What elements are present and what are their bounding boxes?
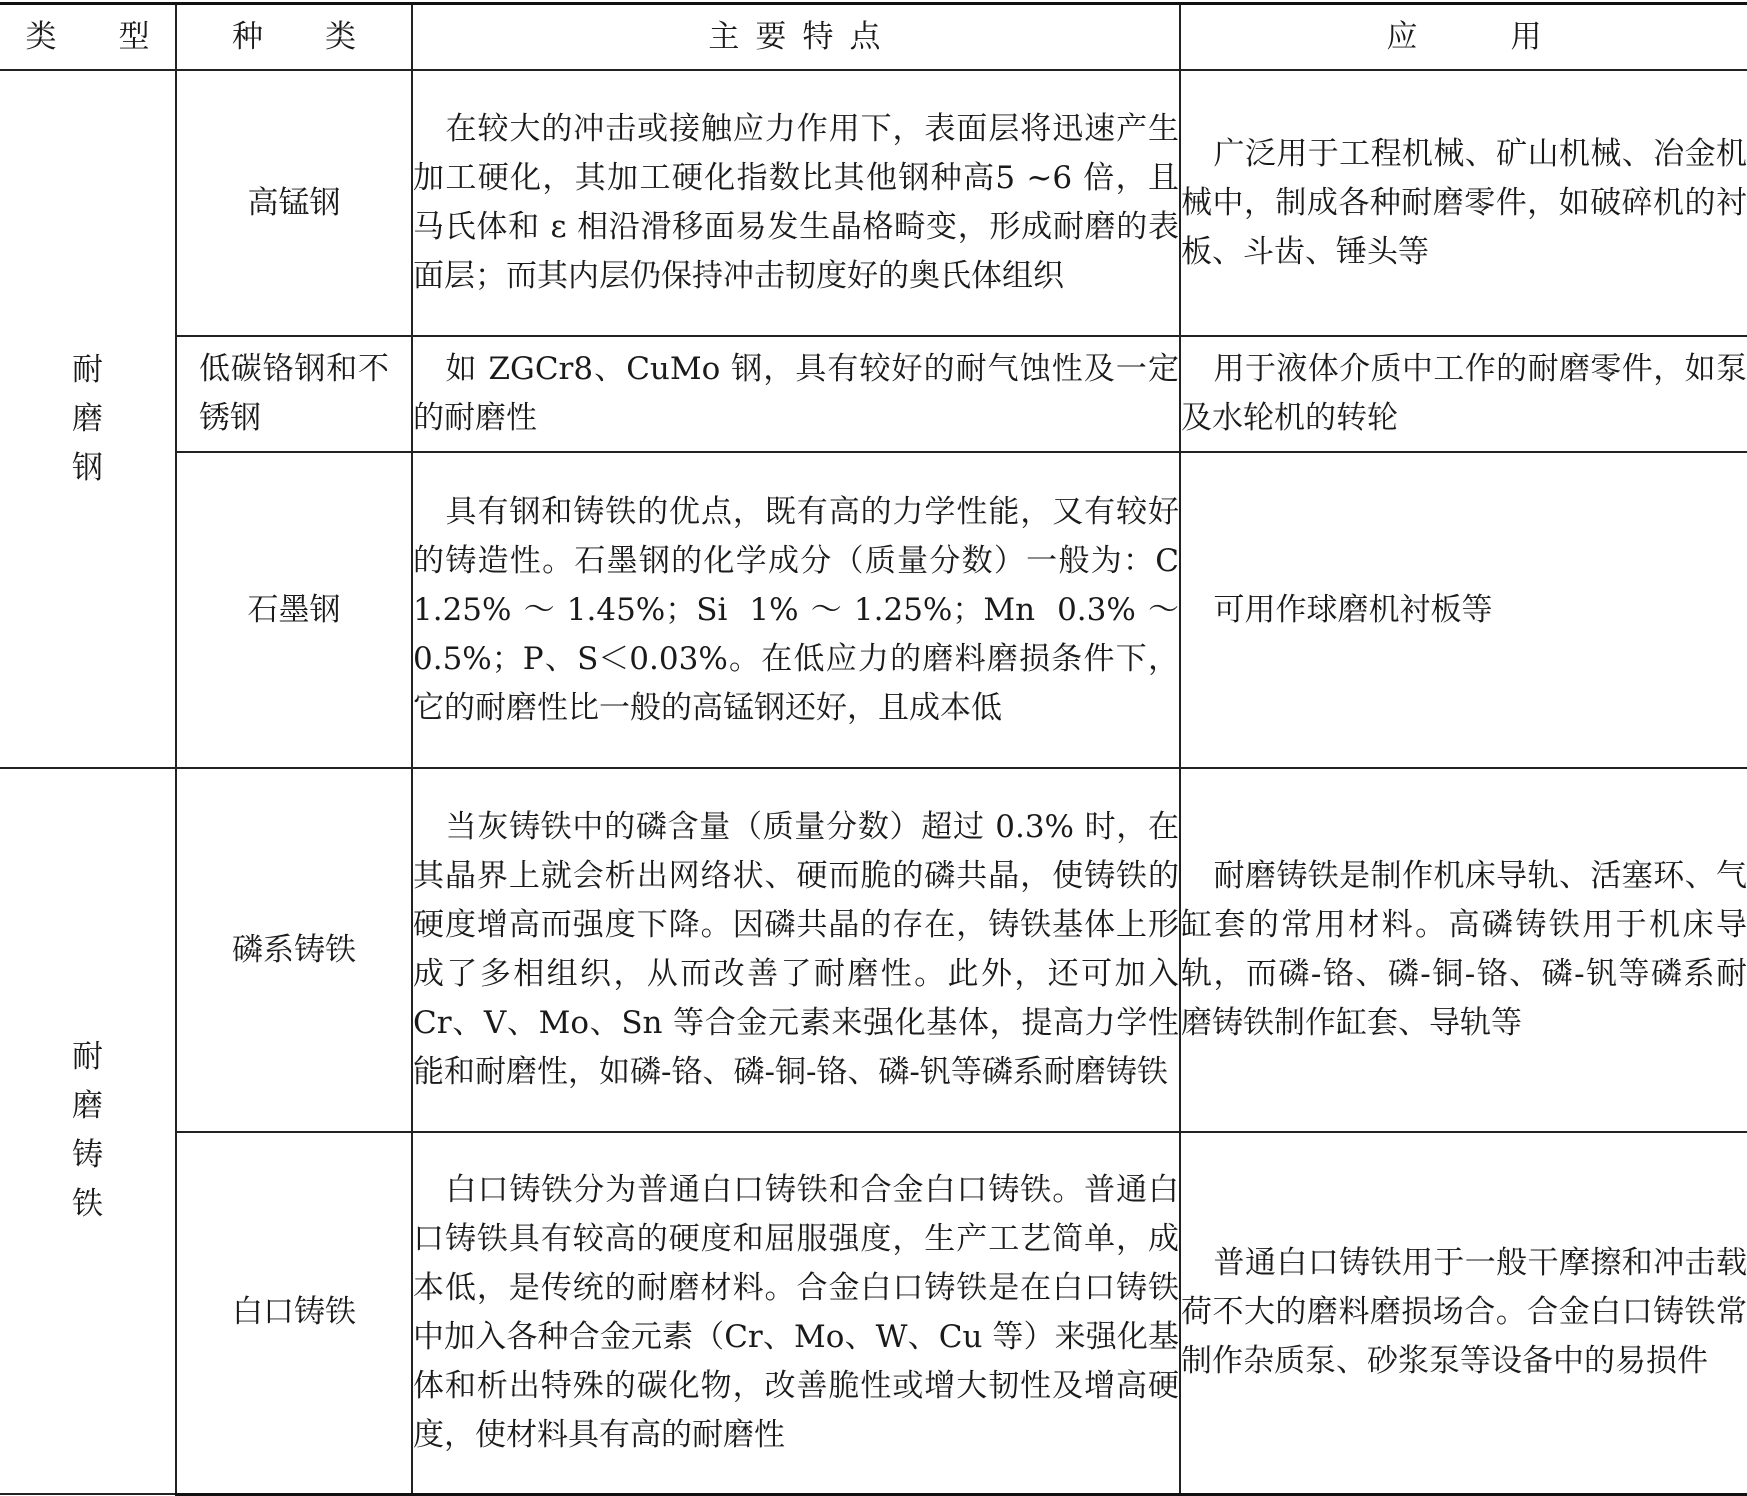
feature-text: 在较大的冲击或接触应力作用下，表面层将迅速产生加工硬化，其加工硬化指数比其他钢种高5 ~6 倍，且马氏体和 ε 相沿滑移面易发生晶格畸变，形成耐磨的表面层；而其内层仍保持冲击韧度好的奥氏体组织 [413,111,1179,294]
feature-cell [412,768,1180,1132]
kind-cell [176,70,412,336]
kind-label: 磷系铸铁 [232,931,356,968]
feature-cell [412,1132,1180,1494]
wear-resistant-materials-table [0,2,1747,1496]
application-text: 普通白口铸铁用于一般干摩擦和冲击载荷不大的磨料磨损场合。合金白口铸铁常制作杂质泵、砂浆泵等设备中的易损件 [1181,1245,1747,1380]
feature-text: 白口铸铁分为普通白口铸铁和合金白口铸铁。普通白口铸铁具有较高的硬度和屈服强度，生产工艺简单，成本低，是传统的耐磨材料。合金白口铸铁是在白口铸铁中加入各种合金元素（Cr、Mo、W、Cu 等）来强化基体和析出特殊的碳化物，改善脆性或增大韧性及增高硬度，使材料具有高的耐磨性 [413,1171,1179,1453]
feature-cell [412,336,1180,452]
type-cell [0,768,176,1494]
application-cell [1180,768,1747,1132]
table-row [0,70,1747,336]
kind-cell [176,336,412,452]
header-features: 主 要 特 点 [412,4,1180,71]
table-row [0,768,1747,1132]
kind-label: 低碳铬钢和不锈钢 [199,351,389,436]
type-label: 耐磨钢 [71,351,103,486]
feature-text: 具有钢和铸铁的优点，既有高的力学性能，又有较好的铸造性。石墨钢的化学成分（质量分数）一般为：C 1.25%～1.45%；Si 1%～1.25%；Mn 0.3%～0.5%；P、S＜0.03%。在低应力的磨料磨损条件下，它的耐磨性比一般的高锰钢还好，且成本低 [413,493,1179,726]
application-text: 可用作球磨机衬板等 [1213,591,1493,628]
feature-text: 当灰铸铁中的磷含量（质量分数）超过 0.3% 时，在其晶界上就会析出网络状、硬而脆的磷共晶，使铸铁的硬度增高而强度下降。因磷共晶的存在，铸铁基体上形成了多相组织，从而改善了耐磨性。此外，还可加入 Cr、V、Mo、Sn 等合金元素来强化基体，提高力学性能和耐磨性，如磷-铬、磷-铜-铬、磷-钒等磷系耐磨铸铁 [413,809,1179,1090]
kind-cell [176,768,412,1132]
kind-cell [176,1132,412,1494]
feature-text: 如 ZGCr8、CuMo 钢，具有较好的耐气蚀性及一定的耐磨性 [413,351,1179,436]
kind-label: 白口铸铁 [232,1294,356,1331]
table-row [0,336,1747,452]
header-application: 应 用 [1180,4,1747,71]
application-cell [1180,336,1747,452]
type-cell [0,70,176,768]
table-row [0,1132,1747,1494]
kind-cell [176,452,412,768]
table-row [0,452,1747,768]
application-cell [1180,452,1747,768]
header-row [0,4,1747,71]
application-cell [1180,70,1747,336]
type-label: 耐磨铸铁 [71,1039,103,1222]
header-kind: 种 类 [176,4,412,71]
application-text: 耐磨铸铁是制作机床导轨、活塞环、气缸套的常用材料。高磷铸铁用于机床导轨，而磷-铬、磷-铜-铬、磷-钒等磷系耐磨铸铁制作缸套、导轨等 [1181,858,1747,1041]
application-text: 用于液体介质中工作的耐磨零件，如泵及水轮机的转轮 [1181,351,1747,436]
kind-label: 石墨钢 [247,591,341,628]
feature-cell [412,452,1180,768]
application-text: 广泛用于工程机械、矿山机械、冶金机械中，制成各种耐磨零件，如破碎机的衬板、斗齿、锤头等 [1181,135,1747,270]
header-type: 类 型 [0,4,176,71]
kind-label: 高锰钢 [247,184,341,221]
application-cell [1180,1132,1747,1494]
feature-cell [412,70,1180,336]
